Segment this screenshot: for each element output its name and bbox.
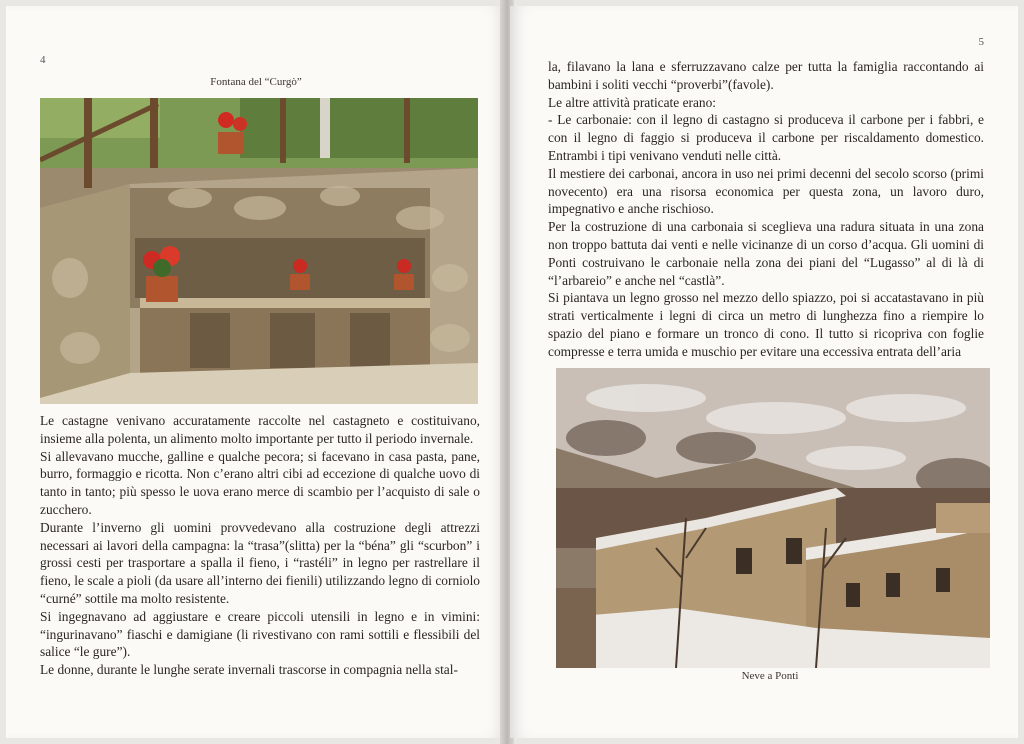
page-number-left: 4 xyxy=(40,54,46,66)
paragraph: - Le carbonaie: con il legno di castagno si produceva il carbone per i fabbri, e con il legno di faggio si produceva il carbone per riscaldamento domestico. Entrambi i tipi venivano venduti nelle città. xyxy=(548,112,984,163)
paragraph: Si ingegnavano ad aggiustare e creare piccoli utensili in legno e in vimini: “ingurinavano” fiaschi e damigiane (li rivestivano con rami sottili e flessibili del salice “le gure”). xyxy=(40,608,480,660)
right-page xyxy=(510,6,1018,738)
paragraph: Le donne, durante le lunghe serate invernali trascorse in compagnia nella stal- xyxy=(40,662,458,678)
snow-photo-caption: Neve a Ponti xyxy=(741,670,799,682)
page-number-right: 5 xyxy=(978,36,984,48)
paragraph: Le altre attività praticate erano: xyxy=(548,94,717,110)
paragraph: Le castagne venivano accuratamente raccolte nel castagneto e costituivano, insieme alla polenta, un alimento molto importante per tutto il periodo invernale. xyxy=(40,413,480,446)
paragraph: Si piantava un legno grosso nel mezzo dello spiazzo, poi si accatastavano in più strati verticalmente i legni di circa un metro di lunghezza fino a riempire lo spazio del piano e formare un tronco di cono. Il tutto si ricopriva con foglie compresse e terra umida e muschio per evitare una eccessiva entrata dell’aria xyxy=(548,290,984,359)
paragraph: Durante l’inverno gli uomini provvedevano alla costruzione degli attrezzi necessari ai lavori della campagna: la “trasa”(slitta) per la “béna” gli “scurbon” i grossi cesti per trasportare a spalla il fieno, i “rastéli” in legno per rastrellare il fieno, le scale a pioli (da usare all’interno dei fienili) utilizzando legno di corniolo “curné” sottile ma molto resistente. xyxy=(40,519,480,606)
paragraph: Si allevavano mucche, galline e qualche pecora; si facevano in casa pasta, pane, burro, formaggio e ricotta. Non c’erano altri cibi ad eccezione di qualche uovo di tanto in tanto; più spesso le uova erano merce di scambio per l’acquisto di sale o zucchero. xyxy=(40,448,480,517)
paragraph: la, filavano la lana e sferruzzavano calze per tutta la famiglia raccontando ai bambini i soliti vecchi “proverbi”(favole). xyxy=(548,59,984,92)
snow-village-photo xyxy=(556,368,990,668)
fountain-photo-caption: Fontana del “Curgò” xyxy=(210,76,302,88)
paragraph: Per la costruzione di una carbonaia si sceglieva una radura situata in una zona non troppo battuta dai venti e nelle vicinanze di un corso d’acqua. Gli uomini di Ponti costruivano le carbonaie nella zona dei piani del “Lugasso” al di là di “l’arbareio” e anche nel “castlà”. xyxy=(548,219,984,288)
left-page-body-text xyxy=(40,412,480,679)
right-page-body-text xyxy=(548,58,984,361)
left-page xyxy=(6,6,506,738)
paragraph: Il mestiere dei carbonai, ancora in uso nei primi decenni del secolo scorso (primi novecento) era una risorsa economica per questa zona, un lavoro duro, impegnativo e anche rischioso. xyxy=(548,165,984,217)
fountain-photo xyxy=(40,98,478,404)
